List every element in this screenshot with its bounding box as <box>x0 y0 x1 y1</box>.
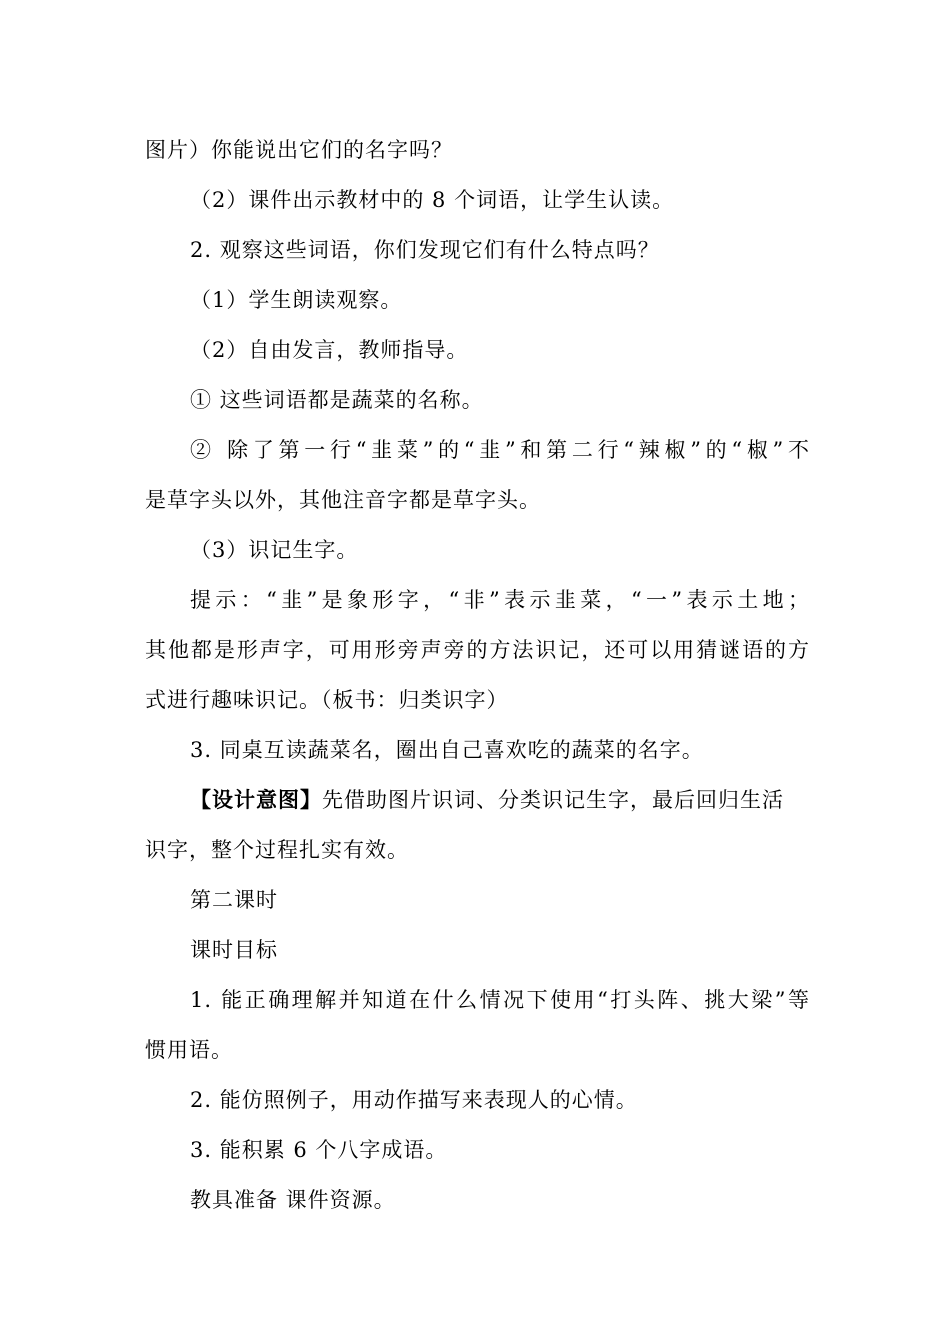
paragraph-line: （2）自由发言，教师指导。 <box>190 338 469 362</box>
paragraph-line: （2）课件出示教材中的 8 个词语，让学生认读。 <box>190 188 675 212</box>
paragraph-line: 识字，整个过程扎实有效。 <box>145 838 409 862</box>
paragraph-line: ① 这些词语都是蔬菜的名称。 <box>190 388 484 412</box>
paragraph-line: 提示：“韭”是象形字，“非”表示韭菜，“一”表示土地； <box>190 588 810 612</box>
design-intent-line <box>190 785 810 815</box>
paragraph-line: 式进行趣味识记。（板书：归类识字） <box>145 688 509 712</box>
subsection-heading: 课时目标 <box>190 938 278 962</box>
paragraph-line: 教具准备 课件资源。 <box>190 1188 396 1212</box>
paragraph-line: （3）识记生字。 <box>190 538 359 562</box>
section-heading: 第二课时 <box>190 888 278 912</box>
paragraph-line: （1）学生朗读观察。 <box>190 288 403 312</box>
design-intent-label: 【设计意图】 <box>190 787 322 812</box>
paragraph-line: 2. 观察这些词语，你们发现它们有什么特点吗？ <box>190 238 660 262</box>
paragraph-line: 是草字头以外，其他注音字都是草字头。 <box>145 488 541 512</box>
paragraph-line: 1. 能正确理解并知道在什么情况下使用“打头阵、挑大梁”等 <box>190 988 810 1012</box>
paragraph-line: 2. 能仿照例子，用动作描写来表现人的心情。 <box>190 1088 638 1112</box>
paragraph-line: ② 除了第一行“韭菜”的“韭”和第二行“辣椒”的“椒”不 <box>190 438 810 462</box>
paragraph-line: 3. 同桌互读蔬菜名，圈出自己喜欢吃的蔬菜的名字。 <box>190 738 704 762</box>
paragraph-line: 图片）你能说出它们的名字吗？ <box>145 138 453 162</box>
paragraph-line: 3. 能积累 6 个八字成语。 <box>190 1138 448 1162</box>
design-intent-text: 先借助图片识词、分类识记生字，最后回归生活 <box>322 788 784 812</box>
paragraph-line: 惯用语。 <box>145 1038 233 1062</box>
paragraph-line: 其他都是形声字，可用形旁声旁的方法识记，还可以用猜谜语的方 <box>145 638 810 662</box>
